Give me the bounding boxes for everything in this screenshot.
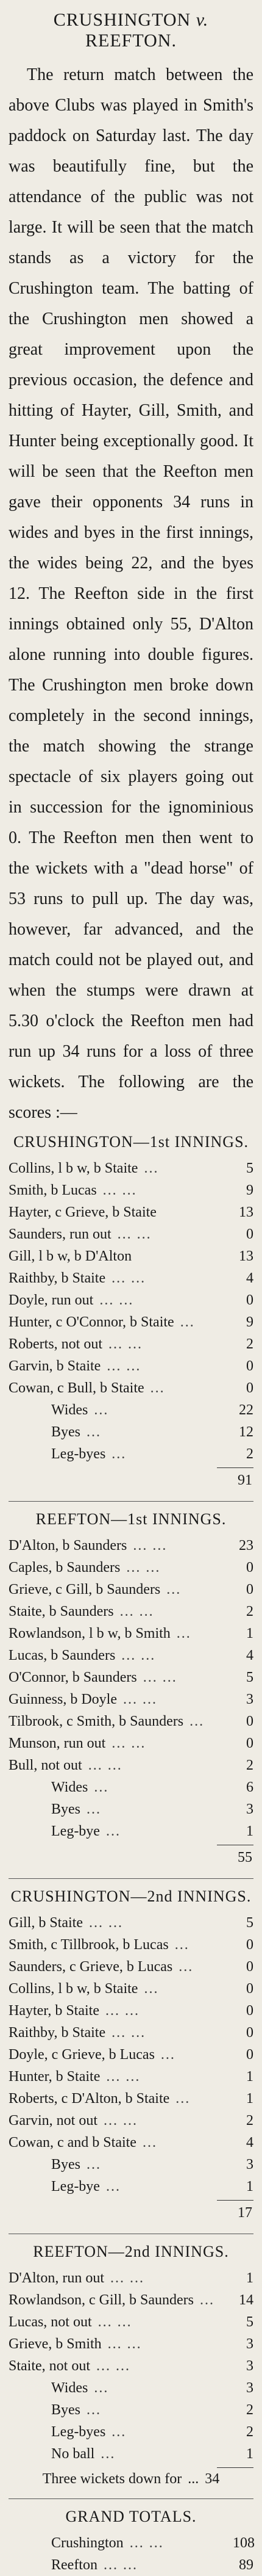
leader-dots: ... ... — [126, 1560, 161, 1576]
batsman-row-runs: 1 — [246, 2270, 253, 2286]
extras-row-label: Wides — [51, 2380, 88, 2396]
leader-dots: ... ... — [102, 1182, 137, 1198]
scorecards — [9, 1133, 253, 2499]
leader-dots: ... ... — [97, 2314, 132, 2330]
leader-dots: ... ... — [89, 1915, 123, 1931]
batsman-row-runs: 0 — [246, 1380, 253, 1396]
leader-dots: ... ... — [107, 1358, 141, 1374]
innings-scorecard — [9, 1887, 253, 2234]
batsman-row-label: Bull, not out — [9, 1757, 82, 1773]
leader-dots: ... — [101, 2446, 116, 2462]
batsman-row-label: Grieve, c Gill, b Saunders — [9, 1582, 161, 1597]
batsman-row — [9, 1754, 253, 1776]
grand-total-row-runs: 89 — [239, 2557, 253, 2573]
leader-dots: ... — [150, 1380, 165, 1396]
batsman-row-runs: 0 — [246, 1358, 253, 1374]
extras-row-label: No ball — [51, 2446, 95, 2462]
leader-dots: ... ... — [110, 2270, 144, 2286]
extras-row-runs: 6 — [246, 1779, 253, 1795]
batsman-row-runs: 3 — [246, 2336, 253, 2352]
leader-dots: ... ... — [106, 2069, 141, 2085]
extras-row — [9, 1443, 253, 1465]
batsman-row-runs: 5 — [246, 1670, 253, 1685]
section-divider — [9, 1501, 253, 1502]
batsman-row — [9, 1179, 253, 1201]
innings-scorecard — [9, 1510, 253, 1879]
innings-total: 55 — [238, 1850, 252, 1865]
leader-dots: ... — [144, 1981, 159, 1997]
leader-dots: ... ... — [119, 1604, 154, 1619]
extras-row-runs: 1 — [246, 2446, 253, 2462]
batsman-row-runs: 2 — [246, 1757, 253, 1773]
leader-dots: ... ... — [133, 1538, 168, 1554]
batsman-row-label: Staite, b Saunders — [9, 1604, 114, 1619]
batsman-row-label: D'Alton, b Saunders — [9, 1538, 127, 1554]
article-title — [9, 10, 253, 51]
batsman-row — [9, 2066, 253, 2088]
batsman-row-runs: 2 — [246, 1604, 253, 1619]
extras-row-runs: 1 — [246, 2179, 253, 2194]
batsman-row-label: Grieve, b Smith — [9, 2336, 102, 2352]
leader-dots: ... — [160, 2047, 175, 2063]
batsman-row-runs: 0 — [246, 1582, 253, 1597]
leader-dots: ... ... — [107, 2336, 142, 2352]
leader-dots: ... ... — [99, 1292, 134, 1308]
leader-dots: ... ... — [96, 2358, 130, 2374]
batsman-row-runs: 0 — [246, 1560, 253, 1576]
batsman-row — [9, 1934, 253, 1956]
batsman-row — [9, 1688, 253, 1710]
batsman-row — [9, 1333, 253, 1355]
extras-row-runs: 2 — [246, 2424, 253, 2440]
batsman-row-label: Staite, not out — [9, 2358, 90, 2374]
batsman-row-label: Collins, l b w, b Staite — [9, 1160, 138, 1176]
batsman-row-label: Doyle, run out — [9, 1292, 94, 1308]
leader-dots: ... — [142, 2135, 157, 2151]
batsman-row — [9, 1267, 253, 1289]
leader-dots: ... ... — [108, 1336, 143, 1352]
batsman-row — [9, 1201, 253, 1223]
extras-row-runs: 12 — [239, 1424, 253, 1440]
grand-total-row-runs: 108 — [233, 2535, 255, 2551]
batsman-row — [9, 2088, 253, 2110]
leader-dots: ... — [105, 2179, 121, 2194]
batsman-row-label: Roberts, c D'Alton, b Staite — [9, 2091, 170, 2107]
leader-dots: ... — [94, 2380, 109, 2396]
batsman-row — [9, 1601, 253, 1623]
batsman-row-label: Cowan, c and b Staite — [9, 2135, 136, 2151]
extras-row — [9, 1776, 253, 1798]
batsman-row — [9, 1666, 253, 1688]
extras-row-runs: 22 — [239, 1402, 253, 1418]
innings-scorecard — [9, 2243, 253, 2499]
batsman-row-label: Smith, c Tillbrook, b Lucas — [9, 1937, 169, 1953]
batsman-row-runs: 0 — [246, 1981, 253, 1997]
extras-row — [9, 1399, 253, 1421]
batsman-row — [9, 2355, 253, 2377]
grand-total-row-label: Crushington — [51, 2535, 124, 2551]
batsman-row-runs: 0 — [246, 2047, 253, 2063]
leader-dots: ... — [175, 2091, 191, 2107]
leader-dots: ... — [188, 2471, 199, 2487]
batsman-row-label: Doyle, c Grieve, b Lucas — [9, 2047, 155, 2063]
batsman-row — [9, 1978, 253, 2000]
batsman-row — [9, 1644, 253, 1666]
leader-dots: ... — [112, 1446, 127, 1462]
batsman-row — [9, 1377, 253, 1399]
batsman-row — [9, 2022, 253, 2044]
leader-dots: ... — [166, 1582, 182, 1597]
leader-dots: ... ... — [117, 1226, 152, 1242]
leader-dots: ... — [180, 1314, 195, 1330]
batsman-row-runs: 0 — [246, 1292, 253, 1308]
wickets-down-label: Three wickets down for — [42, 2471, 182, 2487]
innings-total: 34 — [205, 2471, 220, 2487]
batsman-row-runs: 4 — [246, 1270, 253, 1286]
section-divider — [9, 1878, 253, 1879]
batsman-row-runs: 0 — [246, 2003, 253, 2019]
leader-dots: ... — [176, 1626, 191, 1641]
batsman-row — [9, 1535, 253, 1557]
batsman-row-runs: 1 — [246, 1626, 253, 1641]
batsman-row-runs: 5 — [246, 1160, 253, 1176]
batsman-row-label: Tilbrook, c Smith, b Saunders — [9, 1713, 184, 1729]
extras-row-label: Leg-byes — [51, 1446, 106, 1462]
batsman-row-runs: 1 — [246, 2091, 253, 2107]
batsman-row-label: Cowan, c Bull, b Staite — [9, 1380, 144, 1396]
extras-row-label: Byes — [51, 1801, 80, 1817]
wickets-down-row — [9, 2468, 253, 2490]
extras-row-runs: 2 — [246, 2402, 253, 2418]
batsman-row-label: Caples, b Saunders — [9, 1560, 121, 1576]
leader-dots: ... — [94, 1402, 109, 1418]
leader-dots: ... ... — [121, 1648, 156, 1663]
batsman-row — [9, 1732, 253, 1754]
batsman-row — [9, 1912, 253, 1934]
batsman-row-label: Saunders, run out — [9, 1226, 112, 1242]
leader-dots: ... — [105, 1823, 121, 1839]
title-team-crushington: CRUSHINGTON — [53, 10, 191, 30]
grand-totals-title: GRAND TOTALS. — [65, 2508, 197, 2525]
leader-dots: ... — [189, 1713, 205, 1729]
leader-dots: ... ... — [122, 1691, 157, 1707]
batsman-row-label: D'Alton, run out — [9, 2270, 104, 2286]
leader-dots: ... ... — [112, 2025, 146, 2041]
extras-row-label: Byes — [51, 2402, 80, 2418]
batsman-row-label: Collins, l b w, b Staite — [9, 1981, 138, 1997]
batsman-row — [9, 1557, 253, 1579]
batsman-row-runs: 9 — [246, 1182, 253, 1198]
leader-dots: ... — [179, 1959, 194, 1975]
extras-row — [9, 2176, 253, 2198]
batsman-row — [9, 1311, 253, 1333]
batsman-row — [9, 1289, 253, 1311]
extras-row — [9, 1820, 253, 1842]
grand-total-row — [9, 2532, 253, 2554]
batsman-row — [9, 2132, 253, 2154]
batsman-row-label: Gill, l b w, b D'Alton — [9, 1248, 132, 1264]
extras-row-label: Leg-bye — [51, 2179, 100, 2194]
innings-title: CRUSHINGTON—1st INNINGS. — [13, 1133, 249, 1151]
title-team-reefton: REEFTON. — [85, 31, 177, 51]
leader-dots: ... — [199, 2292, 214, 2308]
extras-row-label: Leg-byes — [51, 2424, 106, 2440]
batsman-row-runs: 4 — [246, 2135, 253, 2151]
extras-row-label: Byes — [51, 2157, 80, 2173]
batsman-row-label: Munson, run out — [9, 1735, 106, 1751]
extras-row — [9, 2443, 253, 2465]
leader-dots: ... — [87, 1801, 101, 1817]
batsman-row-runs: 1 — [246, 2069, 253, 2085]
batsman-row-label: Smith, b Lucas — [9, 1182, 97, 1198]
batsman-row-label: Raithby, b Staite — [9, 1270, 106, 1286]
extras-row-label: Wides — [51, 1402, 88, 1418]
batsman-row-label: Garvin, b Staite — [9, 1358, 101, 1374]
batsman-row — [9, 1355, 253, 1377]
batsman-row-runs: 23 — [239, 1538, 253, 1554]
batsman-row — [9, 1956, 253, 1978]
extras-row-label: Byes — [51, 1424, 80, 1440]
extras-row — [9, 1421, 253, 1443]
extras-row-runs: 1 — [246, 1823, 253, 1839]
innings-scorecard — [9, 1133, 253, 1502]
grand-totals-rows — [9, 2532, 253, 2576]
extras-row — [9, 2154, 253, 2176]
leader-dots: ... ... — [112, 1735, 146, 1751]
extras-row — [9, 1798, 253, 1820]
extras-row-runs: 3 — [246, 1801, 253, 1817]
innings-title: REEFTON—2nd INNINGS. — [33, 2243, 229, 2260]
innings-title: REEFTON—1st INNINGS. — [35, 1510, 227, 1528]
section-divider — [9, 2498, 253, 2499]
batsman-row-runs: 13 — [239, 1204, 253, 1220]
batsman-row-label: Raithby, b Staite — [9, 2025, 106, 2041]
batsman-row-runs: 0 — [246, 2025, 253, 2041]
extras-row-runs: 3 — [246, 2157, 253, 2173]
batsman-row-runs: 0 — [246, 1735, 253, 1751]
batsman-row-runs: 2 — [246, 1336, 253, 1352]
leader-dots: ... — [94, 1779, 109, 1795]
batsman-row-label: Hayter, b Staite — [9, 2003, 99, 2019]
batsman-row — [9, 1223, 253, 1245]
extras-row-label: Leg-bye — [51, 1823, 100, 1839]
innings-total: 17 — [238, 2205, 252, 2221]
batsman-row — [9, 2110, 253, 2132]
batsman-row-label: Hunter, b Staite — [9, 2069, 101, 2085]
batsman-row — [9, 1245, 253, 1267]
extras-row-runs: 2 — [246, 1446, 253, 1462]
batsman-row — [9, 1157, 253, 1179]
match-report-text: The return match between the above Clubs was played in Smith's paddock on Saturday last. The day was beautifully fine, but the attendance of the public was not large. It will be seen that the match stands as a victory for the Crushington team. The batting of the Crushington men showed a great improvement upon the previous occasion, the defence and hitting of Hayter, Gill, Smith, and Hunter being exceptionally good. It will be seen that the Reefton men gave their opponents 34 runs in wides and byes in the first innings, the wides being 22, and the byes 12. The Reefton side in the first innings obtained only 55, D'Alton alone running into double figures. The Crushington men broke down completely in the second innings, the match showing the strange spectacle of six players going out in succession for the ignominious 0. The Reefton men then went to the wickets with a "dead horse" of 53 runs to pull up. The day was, however, far advanced, and the match could not be played out, and when the stumps were drawn at 5.30 o'clock the Reefton men had run up 34 runs for a loss of three wickets. The following are the scores :— — [9, 65, 253, 1122]
batsman-row-runs: 2 — [246, 2113, 253, 2129]
batsman-row-label: Roberts, not out — [9, 1336, 102, 1352]
batsman-row — [9, 2044, 253, 2066]
batsman-row-runs: 3 — [246, 2358, 253, 2374]
batsman-row-runs: 14 — [239, 2292, 253, 2308]
batsman-row-label: Hayter, c Grieve, b Staite — [9, 1204, 157, 1220]
leader-dots: ... ... — [103, 2557, 138, 2573]
leader-dots: ... ... — [129, 2535, 164, 2551]
batsman-row-runs: 13 — [239, 1248, 253, 1264]
batsman-row — [9, 1579, 253, 1601]
batsman-row — [9, 2333, 253, 2355]
batsman-row-label: Rowlandson, c Gill, b Saunders — [9, 2292, 194, 2308]
leader-dots: ... ... — [112, 1270, 146, 1286]
batsman-row-label: O'Connor, b Saunders — [9, 1670, 137, 1685]
grand-total-row-label: Reefton — [51, 2557, 97, 2573]
leader-dots: ... — [87, 2157, 101, 2173]
leader-dots: ... — [112, 2424, 127, 2440]
batsman-row-label: Guinness, b Doyle — [9, 1691, 117, 1707]
batsman-row — [9, 2000, 253, 2022]
batsman-row-runs: 0 — [246, 1226, 253, 1242]
innings-title: CRUSHINGTON—2nd INNINGS. — [10, 1887, 252, 1905]
title-versus: v. — [196, 10, 209, 30]
batsman-row — [9, 1710, 253, 1732]
batsman-row-runs: 4 — [246, 1648, 253, 1663]
batsman-row-label: Lucas, not out — [9, 2314, 92, 2330]
extras-row — [9, 2377, 253, 2399]
batsman-row-runs: 0 — [246, 1713, 253, 1729]
batsman-row — [9, 1623, 253, 1644]
extras-row — [9, 2421, 253, 2443]
batsman-row-label: Hunter, c O'Connor, b Staite — [9, 1314, 174, 1330]
batsman-row — [9, 2311, 253, 2333]
batsman-row-runs: 5 — [246, 1915, 253, 1931]
batsman-row-label: Rowlandson, l b w, b Smith — [9, 1626, 171, 1641]
extras-row-runs: 3 — [246, 2380, 253, 2396]
leader-dots: ... — [87, 1424, 101, 1440]
batsman-row-runs: 9 — [246, 1314, 253, 1330]
batsman-row-runs: 5 — [246, 2314, 253, 2330]
leader-dots: ... — [174, 1937, 189, 1953]
batsman-row-runs: 0 — [246, 1937, 253, 1953]
extras-row — [9, 2399, 253, 2421]
innings-total: 91 — [238, 1472, 252, 1488]
batsman-row-label: Lucas, b Saunders — [9, 1648, 116, 1663]
grand-totals — [9, 2508, 253, 2576]
leader-dots: ... ... — [103, 2113, 138, 2129]
batsman-row-runs: 3 — [246, 1691, 253, 1707]
leader-dots: ... — [144, 1160, 159, 1176]
leader-dots: ... ... — [105, 2003, 140, 2019]
batsman-row — [9, 2289, 253, 2311]
leader-dots: ... ... — [143, 1670, 177, 1685]
batsman-row — [9, 2267, 253, 2289]
extras-row-label: Wides — [51, 1779, 88, 1795]
leader-dots: ... — [87, 2402, 101, 2418]
batsman-row-label: Garvin, not out — [9, 2113, 97, 2129]
leader-dots: ... ... — [88, 1757, 122, 1773]
batsman-row-label: Gill, b Staite — [9, 1915, 83, 1931]
grand-total-row — [9, 2554, 253, 2576]
batsman-row-runs: 0 — [246, 1959, 253, 1975]
batsman-row-label: Saunders, c Grieve, b Lucas — [9, 1959, 173, 1975]
